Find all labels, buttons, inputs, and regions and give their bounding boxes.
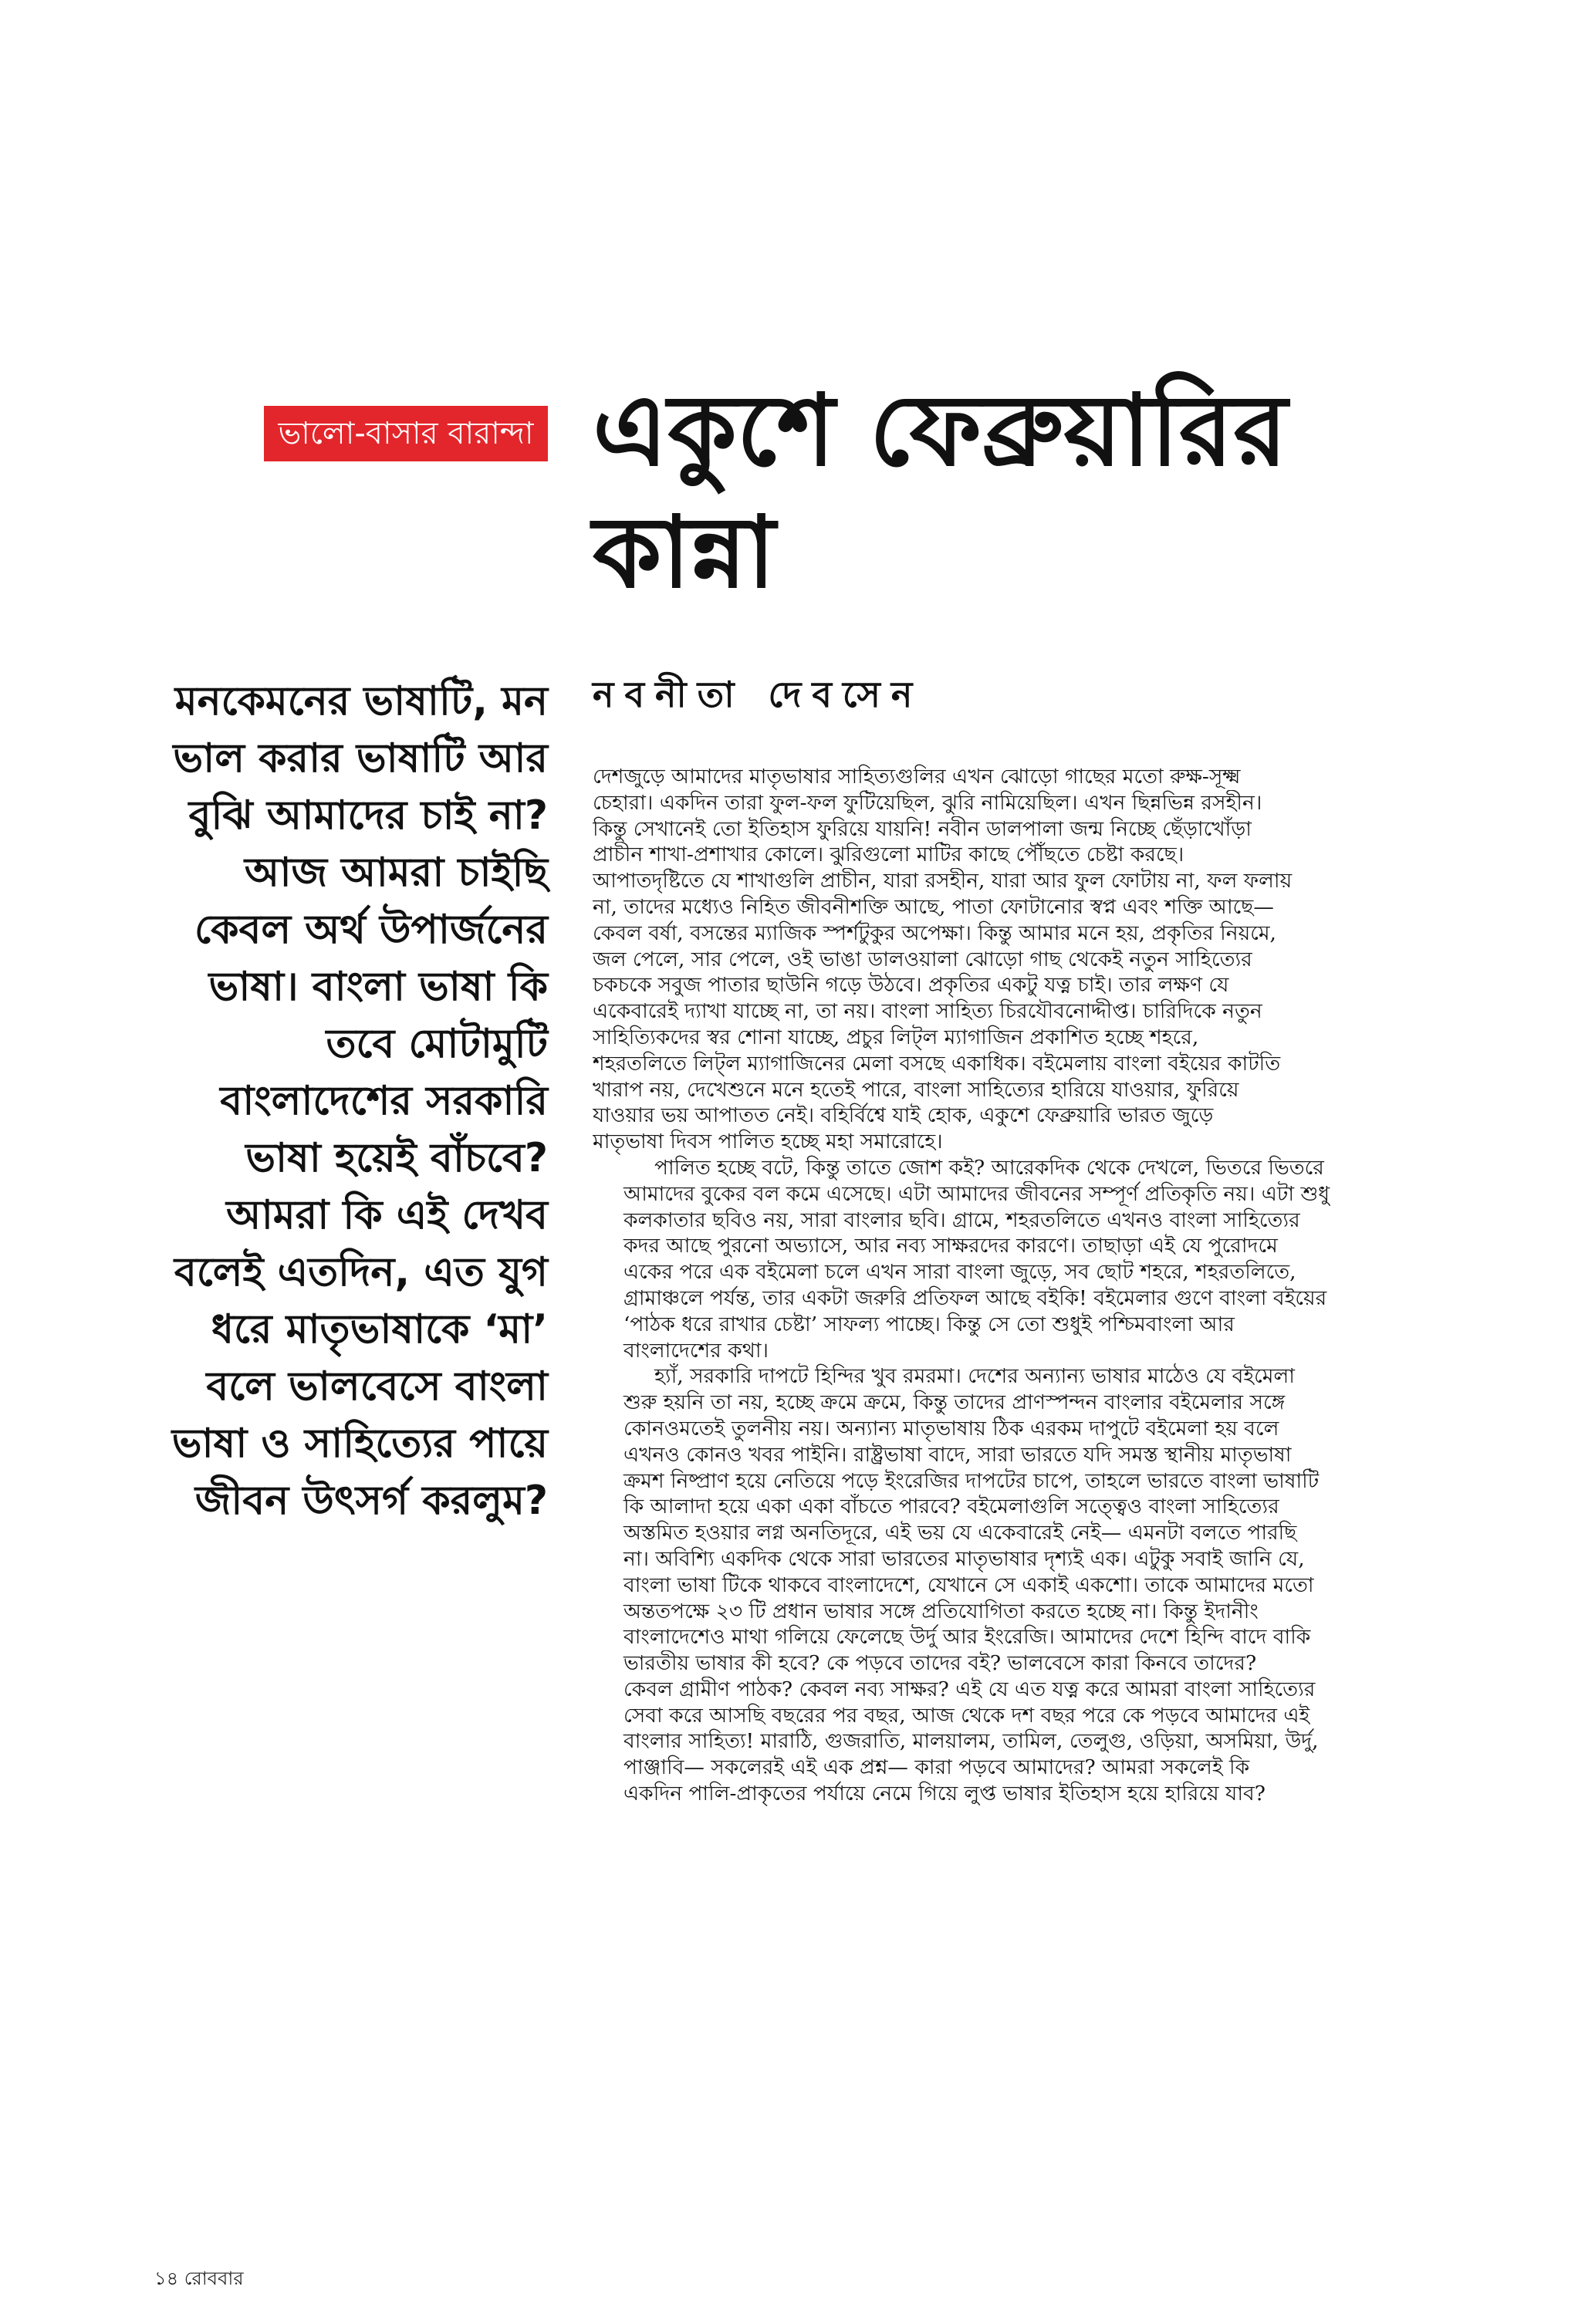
body-line: বাংলাদেশেও মাথা গলিয়ে ফেলেছে উর্দু আর ইংরেজি। আমাদের দেশে হিন্দি বাদে বাকি xyxy=(623,1625,1311,1650)
body-line: ক্রমশ নিষ্প্রাণ হয়ে নেতিয়ে পড়ে ইংরেজির দাপটের চাপে, তাহলে ভারতে বাংলা ভাষাটি xyxy=(623,1468,1320,1493)
body-line: এখনও কোনও খবর পাইনি। রাষ্ট্রভাষা বাদে, সারা ভারতে যদি সমস্ত স্থানীয় মাতৃভাষা xyxy=(623,1442,1292,1467)
pull-quote-line: ভাল করার ভাষাটি আর xyxy=(173,735,548,782)
body-line: পালিত হচ্ছে বটে, কিন্তু তাতে জোশ কই? আরেকদিক থেকে দেখলে, ভিতরে ভিতরে xyxy=(654,1155,1324,1180)
body-line: কিন্তু সেখানেই তো ইতিহাস ফুরিয়ে যায়নি! নবীন ডালপালা জন্ম নিচ্ছে ছেঁড়াখোঁড়া xyxy=(593,816,1252,841)
body-line: খারাপ নয়, দেখেশুনে মনে হতেই পারে, বাংলা সাহিত্যের হারিয়ে যাওয়ার, ফুরিয়ে xyxy=(593,1077,1239,1102)
body-line: জল পেলে, সার পেলে, ওই ভাঙা ডালওয়ালা ঝোড়ো গাছ থেকেই নতুন সাহিত্যের xyxy=(593,947,1252,971)
body-line: একদিন পালি-প্রাকৃতের পর্যায়ে নেমে গিয়ে লুপ্ত ভাষার ইতিহাস হয়ে হারিয়ে যাব? xyxy=(623,1782,1266,1806)
pull-quote xyxy=(154,673,548,1529)
body-line: আপাতদৃষ্টিতে যে শাখাগুলি প্রাচীন, যারা রসহীন, যারা আর ফুল ফোটায় না, ফল ফলায় xyxy=(593,869,1293,893)
body-line: অস্তমিত হওয়ার লগ্ন অনতিদূরে, এই ভয় যে একেবারেই নেই— এমনটা বলতে পারছি xyxy=(623,1521,1297,1545)
body-line: অন্ততপক্ষে ২৩ টি প্রধান ভাষার সঙ্গে প্রতিযোগিতা করতে হচ্ছে না। কিন্তু ইদানীং xyxy=(623,1599,1259,1623)
body-line: সেবা করে আসছি বছরের পর বছর, আজ থেকে দশ বছর পরে কে পড়বে আমাদের এই xyxy=(623,1703,1310,1728)
pull-quote-line: ভাষা। বাংলা ভাষা কি xyxy=(208,964,548,1010)
body-line: না। অবিশ্যি একদিক থেকে সারা ভারতের মাতৃভাষার দৃশ্যই এক। এটুকু সবাই জানি যে, xyxy=(623,1546,1305,1571)
body-line: একের পরে এক বইমেলা চলে এখন সারা বাংলা জুড়ে, সব ছোট শহরে, শহরতলিতে, xyxy=(623,1260,1296,1285)
body-line: কেবল বর্ষা, বসন্তের ম্যাজিক স্পর্শটুকুর অপেক্ষা। কিন্তু আমার মনে হয়, প্রকৃতির নিয়মে, xyxy=(593,920,1276,945)
body-line: শুরু হয়নি তা নয়, হচ্ছে ক্রমে ক্রমে, কিন্তু তাদের প্রাণস্পন্দন বাংলার বইমেলার সঙ্গে xyxy=(623,1390,1286,1415)
body-line: বাংলা ভাষা টিকে থাকবে বাংলাদেশে, যেখানে সে একাই একশো। তাকে আমাদের মতো xyxy=(623,1572,1314,1597)
body-line: বাংলাদেশের কথা। xyxy=(623,1338,769,1363)
body-paragraph xyxy=(593,1155,1480,1363)
body-line: আমাদের বুকের বল কমে এসেছে। এটা আমাদের জীবনের সম্পূর্ণ প্রতিকৃতি নয়। এটা শুধু xyxy=(623,1181,1330,1206)
body-line: গ্রামাঞ্চলে পর্যন্ত, তার একটা জরুরি প্রতিফল আছে বইকি! বইমেলার গুণে বাংলা বইয়ের xyxy=(623,1285,1327,1310)
body-line: কি আলাদা হয়ে একা একা বাঁচতে পারবে? বইমেলাগুলি সত্ত্বেও বাংলা সাহিত্যের xyxy=(623,1495,1279,1519)
body-line: কোনওমতেই তুলনীয় নয়। অন্যান্য মাতৃভাষায় ঠিক এরকম দাপুটে বইমেলা হয় বলে xyxy=(623,1416,1279,1441)
pull-quote-line: আমরা কি এই দেখব xyxy=(226,1192,548,1238)
article-title: একুশে ফেব্রুয়ারির কান্না xyxy=(593,373,1288,610)
body-paragraph xyxy=(593,1363,1480,1807)
body-line: কলকাতার ছবিও নয়, সারা বাংলার ছবি। গ্রামে, শহরতলিতে এখনও বাংলা সাহিত্যের xyxy=(623,1208,1300,1232)
body-line: কেবল গ্রামীণ পাঠক? কেবল নব্য সাক্ষর? এই যে এত যত্ন করে আমরা বাংলা সাহিত্যের xyxy=(623,1677,1316,1701)
body-line: চেহারা। একদিন তারা ফুল-ফল ফুটিয়েছিল, ঝুরি নামিয়েছিল। এখন ছিন্নভিন্ন রসহীন। xyxy=(593,790,1262,815)
pull-quote-line: ধরে মাতৃভাষাকে ‘মা’ xyxy=(211,1306,548,1353)
body-line: শহরতলিতে লিট্‌ল ম্যাগাজিনের মেলা বসছে একাধিক। বইমেলায় বাংলা বইয়ের কাটতি xyxy=(593,1051,1281,1076)
pull-quote-line: বাংলাদেশের সরকারি xyxy=(220,1078,548,1124)
pull-quote-line: ভাষা হয়েই বাঁচবে? xyxy=(245,1135,548,1181)
pull-quote-line: জীবন উৎসর্গ করলুম? xyxy=(194,1478,548,1524)
body-line: না, তাদের মধ্যেও নিহিত জীবনীশক্তি আছে, পাতা ফোটানোর স্বপ্ন এবং শক্তি আছে— xyxy=(593,894,1274,919)
pull-quote-line: কেবল অর্থ উপার্জনের xyxy=(194,907,548,953)
body-line: বাংলার সাহিত্য! মারাঠি, গুজরাতি, মালয়ালম, তামিল, তেলুগু, ওড়িয়া, অসমিয়া, উর্দু, xyxy=(623,1729,1319,1754)
page-footer: ১৪ রোববার xyxy=(154,2268,244,2289)
pull-quote-line: বুঝি আমাদের চাই না? xyxy=(188,792,548,839)
pull-quote-line: মনকেমনের ভাষাটি, মন xyxy=(174,678,548,725)
body-line: ভারতীয় ভাষার কী হবে? কে পড়বে তাদের বই? ভালবেসে কারা কিনবে তাদের? xyxy=(623,1651,1257,1676)
pull-quote-line: তবে মোটামুটি xyxy=(326,1021,548,1067)
pull-quote-line: বলে ভালবেসে বাংলা xyxy=(206,1363,548,1410)
body-line: হ্যাঁ, সরকারি দাপটে হিন্দির খুব রমরমা। দেশের অন্যান্য ভাষার মাঠেও যে বইমেলা xyxy=(654,1364,1295,1389)
article-body xyxy=(593,764,1480,1807)
body-line: যাওয়ার ভয় আপাতত নেই। বহির্বিশ্বে যাই হোক, একুশে ফেব্রুয়ারি ভারত জুড়ে xyxy=(593,1103,1214,1128)
body-line: সাহিত্যিকদের স্বর শোনা যাচ্ছে, প্রচুর লিট্‌ল ম্যাগাজিন প্রকাশিত হচ্ছে শহরে, xyxy=(593,1025,1199,1049)
pull-quote-line: বলেই এতদিন, এত যুগ xyxy=(174,1249,548,1295)
section-label: ভালো-বাসার বারান্দা xyxy=(264,406,548,461)
body-line: একেবারেই দ্যাখা যাচ্ছে না, তা নয়। বাংলা সাহিত্য চিরযৌবনোদ্দীপ্ত। চারিদিকে নতুন xyxy=(593,999,1262,1024)
pull-quote-line: আজ আমরা চাইছি xyxy=(244,850,548,896)
body-line: চকচকে সবুজ পাতার ছাউনি গড়ে উঠবে। প্রকৃতির একটু যত্ন চাই। তার লক্ষণ যে xyxy=(593,973,1229,998)
body-line: মাতৃভাষা দিবস পালিত হচ্ছে মহা সমারোহে। xyxy=(593,1130,943,1154)
body-paragraph xyxy=(593,764,1480,1155)
pull-quote-line: ভাষা ও সাহিত্যের পায়ে xyxy=(171,1420,548,1467)
body-line: কদর আছে পুরনো অভ্যাসে, আর নব্য সাক্ষরদের কারণে। তাছাড়া এই যে পুরোদমে xyxy=(623,1234,1278,1258)
body-line: ‘পাঠক ধরে রাখার চেষ্টা’ সাফল্য পাচ্ছে। কিন্তু সে তো শুধুই পশ্চিমবাংলা আর xyxy=(623,1312,1235,1336)
author-byline: নবনীতা দেবসেন xyxy=(593,674,924,715)
body-line: প্রাচীন শাখা-প্রশাখার কোলে। ঝুরিগুলো মাটির কাছে পৌঁছতে চেষ্টা করছে। xyxy=(593,843,1184,867)
body-line: পাঞ্জাবি— সকলেরই এই এক প্রশ্ন— কারা পড়বে আমাদের? আমরা সকলেই কি xyxy=(623,1755,1250,1780)
body-line: দেশজুড়ে আমাদের মাতৃভাষার সাহিত্যগুলির এখন ঝোড়ো গাছের মতো রুক্ষ-সূক্ষ্ম xyxy=(593,765,1241,789)
